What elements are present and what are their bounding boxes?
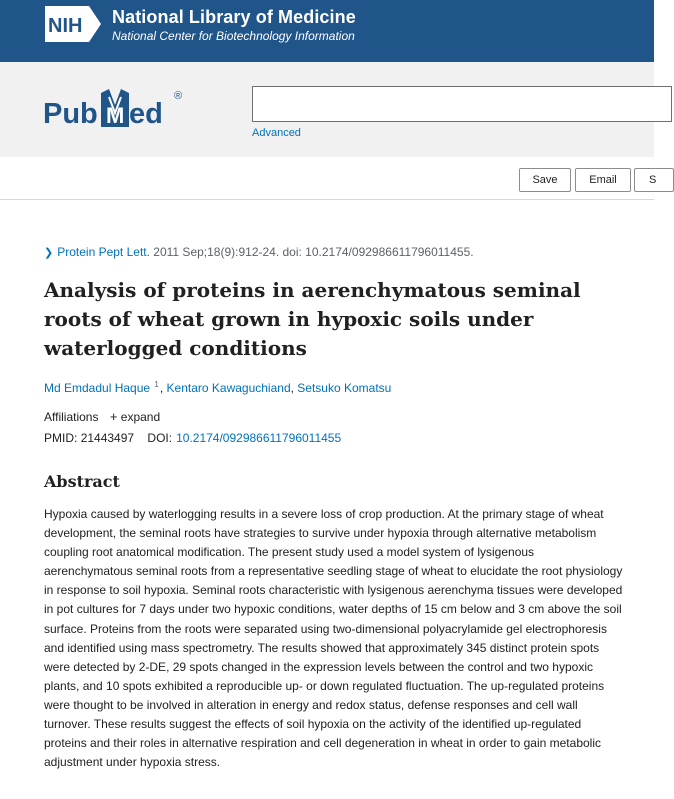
pubmed-logo-ed: ed <box>129 98 163 130</box>
doi-label: DOI: <box>147 431 173 445</box>
identifiers-row <box>44 431 341 445</box>
nih-subtitle: National Center for Biotechnology Information <box>112 29 355 43</box>
abstract-text: Hypoxia caused by waterlogging results in a severe loss of crop production. At the primary stage of wheat development, the seminal roots have strategies to survive under hypoxia through alternative metabolism coupling root anatomical modification. The present study used a model system of lysigenous aerenchymatous seminal roots from a representative seedling stage of wheat to elucidate the root physiology in response to soil hypoxia. Seminal roots characteristic with lysigenous aerenchyma tissues were developed in pot cultures for 7 days under two hypoxic conditions, water depths of 15 cm below and 3 cm above the soil surface. Proteins from the roots were separated using two-dimensional polyacrylamide gel electrophoresis and identified using mass spectrometry. The results showed that approximately 345 distinct protein spots were detected by 2-DE, 29 spots changed in the expression levels between the control and two hypoxic plants, and 10 spots exhibited a reproducible up- or down regulated fluctuation. The up-regulated proteins were thought to be involved in alteration in energy and redox status, defense responses and cell wall turnover. These results suggest the effects of soil hypoxia on the activity of the identified up-regulated proteins and their roles in alternative respiration and cell degeneration in wheat in order to gain metabolic adjustment under hypoxia stress. <box>44 507 623 770</box>
nih-header <box>0 0 654 62</box>
doi-link[interactable]: 10.2174/092986611796011455 <box>176 431 342 445</box>
journal-citation <box>44 245 474 259</box>
author-link[interactable]: Md Emdadul Haque <box>44 381 151 395</box>
affiliations-label: Affiliations <box>44 410 99 424</box>
registered-mark: ® <box>174 90 183 102</box>
pmid-label: PMID: <box>44 431 78 445</box>
journal-link[interactable]: Protein Pept Lett. <box>57 245 150 259</box>
pubmed-logo-pub: Pub <box>43 98 98 130</box>
send-to-button[interactable]: S <box>634 168 674 192</box>
chevron-right-icon[interactable]: ❯ <box>44 247 54 259</box>
author-link[interactable]: Setsuko Komatsu <box>297 381 392 395</box>
abstract-heading: Abstract <box>44 472 120 491</box>
citation-details: 2011 Sep;18(9):912-24. doi: 10.2174/092986611796011455. <box>153 245 474 259</box>
pmid-value: 21443497 <box>80 431 135 445</box>
search-band <box>0 62 654 158</box>
email-button[interactable]: Email <box>575 168 631 192</box>
expand-affiliations-button[interactable]: expand <box>120 410 161 424</box>
nih-logo[interactable] <box>43 5 103 43</box>
pubmed-logo[interactable] <box>43 85 193 135</box>
pubmed-logo-m: M <box>106 103 125 128</box>
author-affiliation-sup[interactable]: 1 <box>154 380 159 389</box>
advanced-search-link[interactable]: Advanced <box>252 127 301 139</box>
search-input[interactable] <box>252 86 672 122</box>
author-link[interactable]: Kentaro Kawaguchiand <box>166 381 291 395</box>
nih-logo-text: NIH <box>48 15 83 37</box>
plus-icon[interactable]: + <box>109 409 118 424</box>
affiliations-row <box>44 409 160 424</box>
authors-list: Md Emdadul Haque $^1$, Kentaro Kawaguchiand, Setsuko Komatsu <box>44 380 392 395</box>
save-button[interactable]: Save <box>519 168 571 192</box>
nih-title[interactable]: National Library of Medicine <box>112 7 356 27</box>
article-title: Analysis of proteins in aerenchymatous seminal roots of wheat grown in hypoxic soils under waterlogged conditions <box>44 278 581 360</box>
action-bar <box>0 157 657 200</box>
